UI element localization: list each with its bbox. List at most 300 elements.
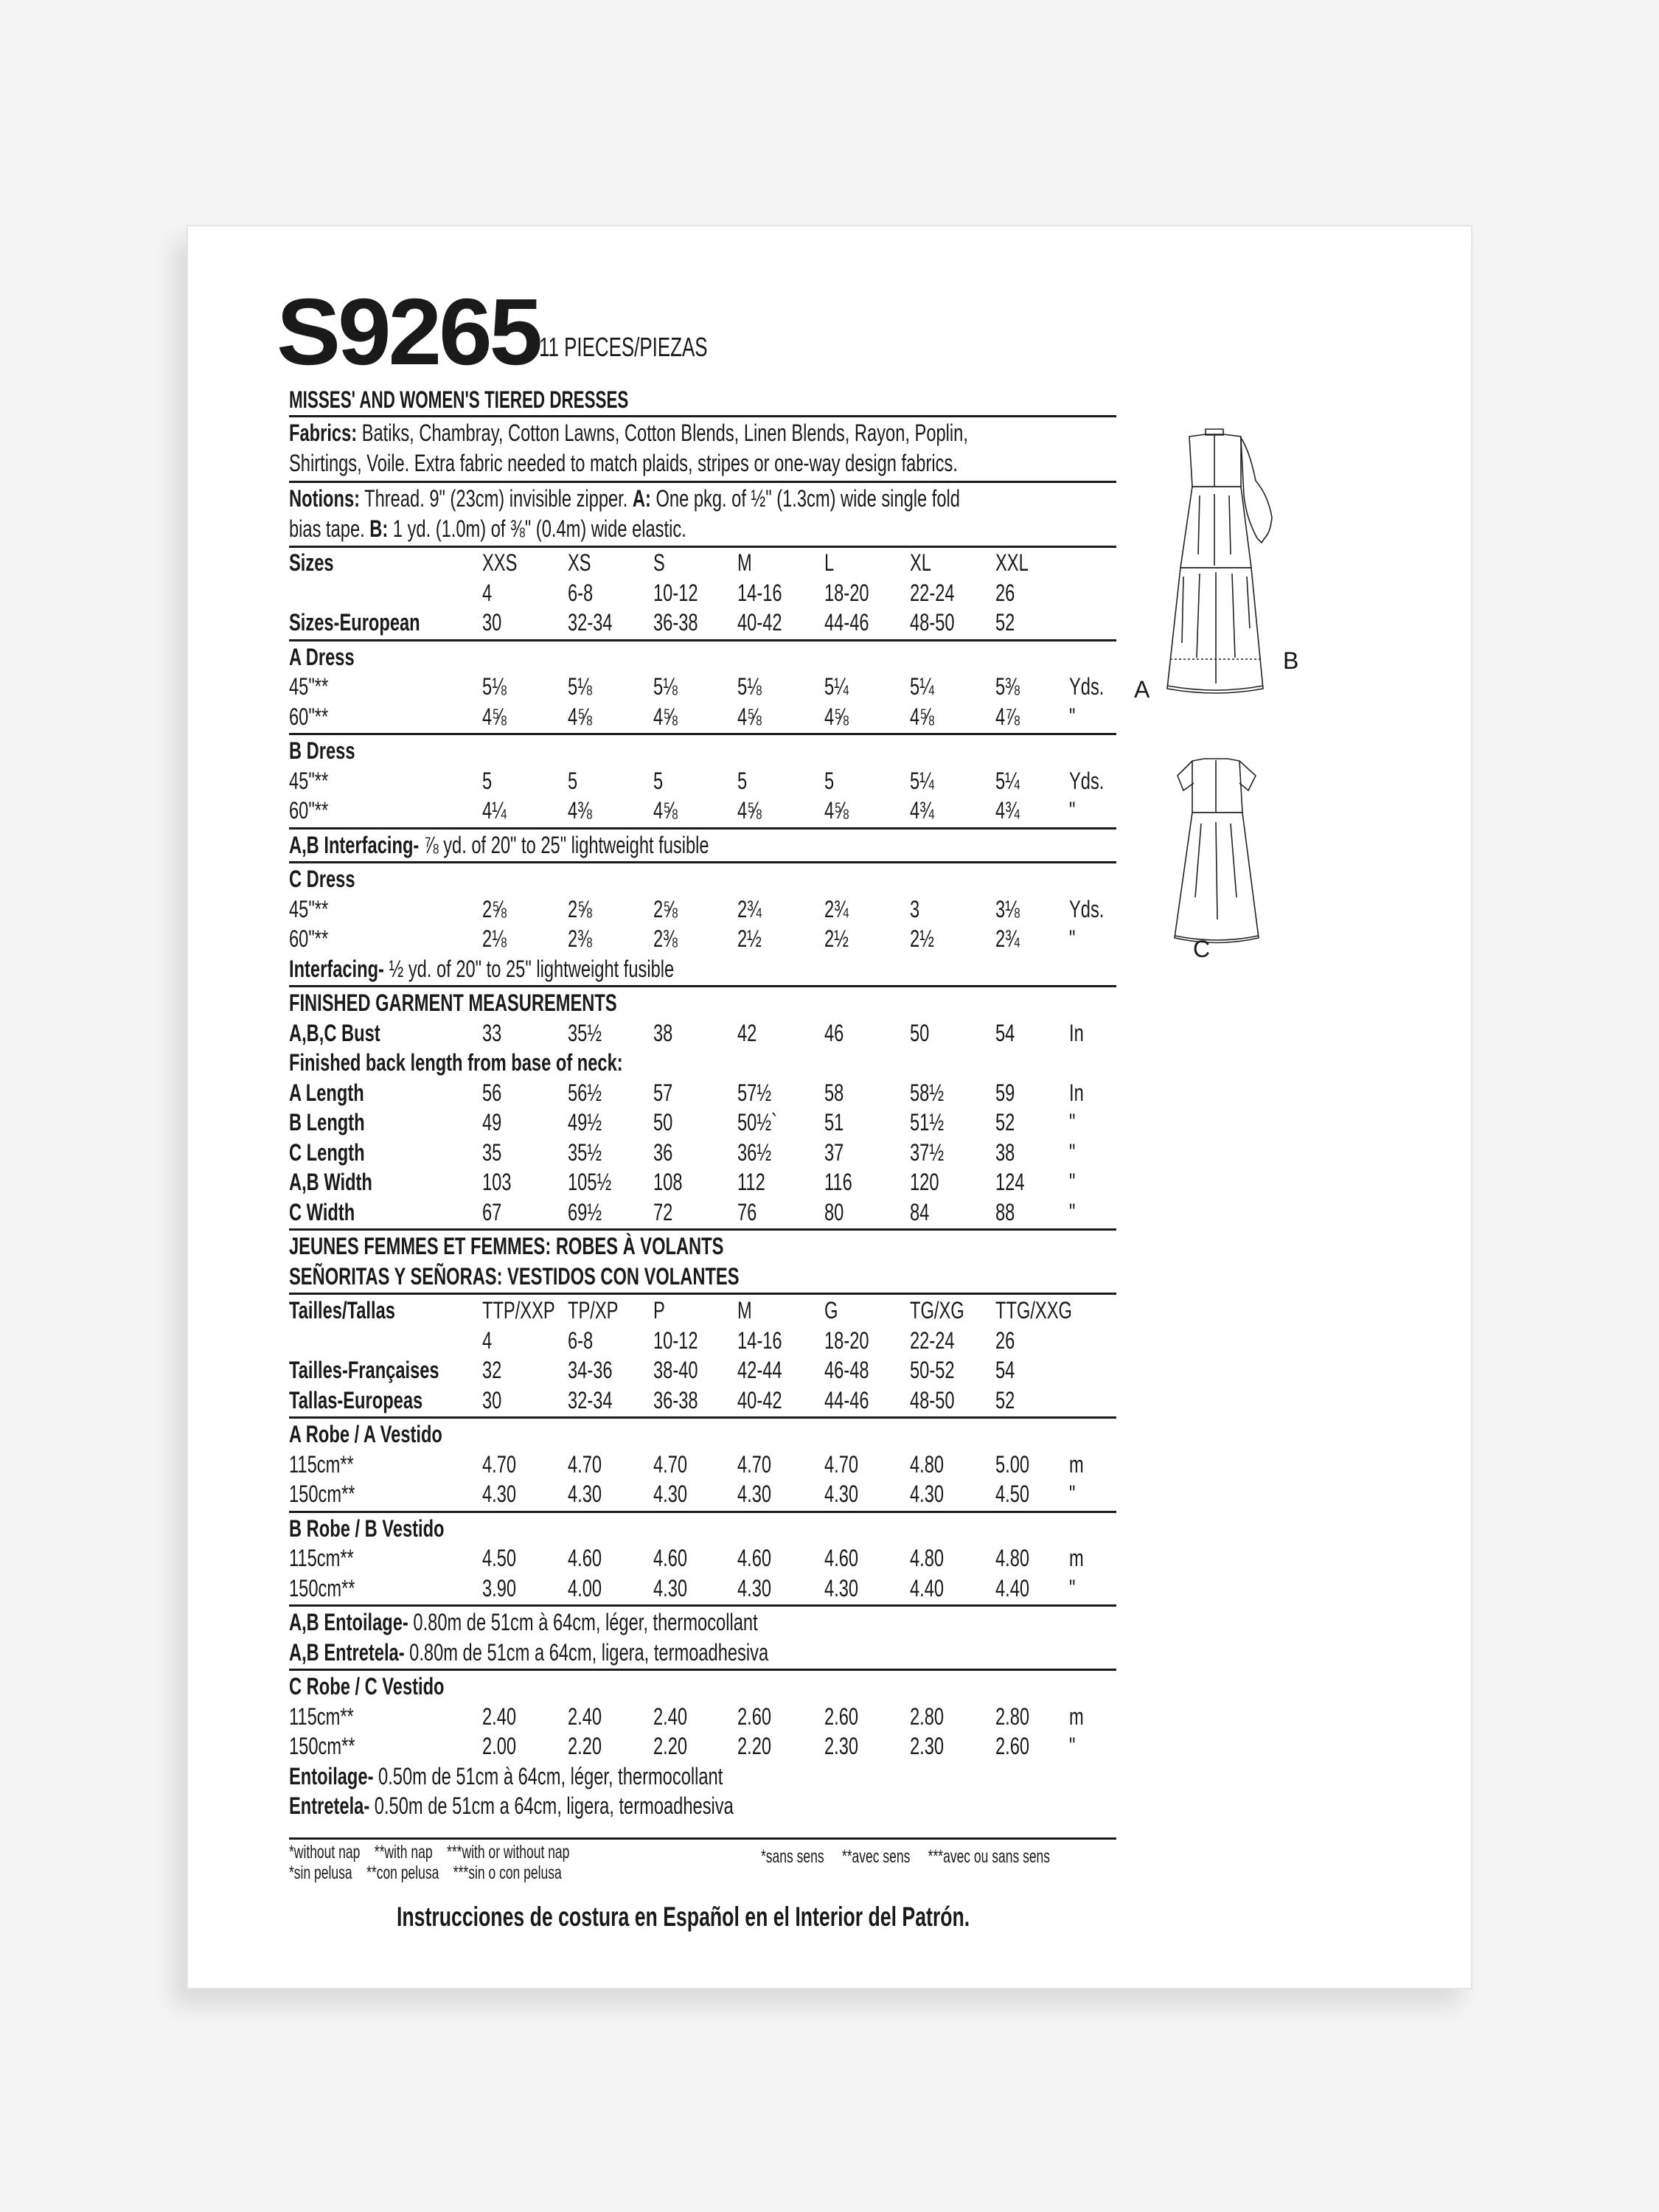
cell-value: 51½ xyxy=(910,1109,945,1135)
bodice xyxy=(1192,759,1242,813)
cell-value: 5⅛ xyxy=(482,673,507,700)
cell-value: 4.30 xyxy=(910,1481,945,1507)
cell-value: 57 xyxy=(653,1079,673,1106)
cell-value: 5 xyxy=(824,767,835,794)
footnote: **avec sens xyxy=(841,1846,911,1867)
cell-value: 56 xyxy=(482,1079,502,1106)
row-label: B Dress xyxy=(289,737,355,764)
cell-value: 52 xyxy=(995,609,1015,636)
cell-value: 34-36 xyxy=(568,1357,613,1383)
cell-value: 26 xyxy=(995,579,1015,606)
cell-value: 2¾ xyxy=(737,895,762,922)
cell-value: 4⅝ xyxy=(653,703,678,730)
row-label: C Width xyxy=(289,1198,355,1225)
cell-value: 32-34 xyxy=(568,1386,613,1413)
cell-value: 54 xyxy=(995,1019,1015,1046)
row-label: A,B Width xyxy=(289,1169,372,1195)
size-numbers-row xyxy=(289,1326,1116,1355)
unit-label: Yds. xyxy=(1069,767,1105,794)
interfacing-label: Entoilage- xyxy=(289,1762,374,1790)
table-row xyxy=(289,1543,1116,1573)
view-a-b-drawing xyxy=(1132,407,1316,717)
cell-value: 10-12 xyxy=(653,1326,698,1354)
cell-value: 116 xyxy=(824,1169,852,1195)
row-label: A Robe / A Vestido xyxy=(289,1421,442,1447)
footnotes-fr xyxy=(761,1846,1050,1868)
cell-value: 6-8 xyxy=(568,579,594,606)
cell-value: 2¾ xyxy=(995,925,1020,952)
cell-value: 2.80 xyxy=(995,1703,1030,1730)
left-sleeve xyxy=(1178,761,1194,790)
cell-value: 4⅝ xyxy=(568,703,592,730)
view-heading xyxy=(289,736,1116,765)
row-label: 115cm** xyxy=(289,1545,354,1571)
cell-value: 5 xyxy=(653,767,664,794)
cell-value: 46-48 xyxy=(824,1357,869,1383)
interfacing-row xyxy=(289,1638,1116,1667)
cell-value: 4.60 xyxy=(653,1545,688,1571)
cell-value: 4.60 xyxy=(824,1545,859,1571)
row-label: C Length xyxy=(289,1138,365,1166)
cell-value: 5.00 xyxy=(995,1450,1030,1478)
divider xyxy=(289,733,1116,735)
cell-value: 4.80 xyxy=(910,1545,945,1571)
row-label: B Length xyxy=(289,1109,365,1135)
cell-value: 4.40 xyxy=(910,1574,945,1601)
sizes-row xyxy=(289,548,1116,577)
cell-value: XXL xyxy=(995,549,1029,576)
cell-value: 42-44 xyxy=(737,1357,782,1383)
cell-value: 48-50 xyxy=(910,609,955,636)
cell-value: 58½ xyxy=(910,1079,945,1106)
cell-value: 112 xyxy=(737,1169,765,1195)
table-row xyxy=(289,894,1116,924)
interfacing-row xyxy=(289,830,1116,860)
cell-value: 44-46 xyxy=(824,609,869,636)
cell-value: 5 xyxy=(482,767,493,794)
divider xyxy=(289,985,1116,987)
cell-value: 4.50 xyxy=(482,1545,517,1571)
sizes-european-row xyxy=(289,608,1116,637)
divider xyxy=(289,1837,1116,1840)
row-label: SEÑORITAS Y SEÑORAS: VESTIDOS CON VOLANTES xyxy=(289,1262,740,1290)
divider xyxy=(289,861,1116,863)
cell-value: 18-20 xyxy=(824,579,869,606)
cell-value: 124 xyxy=(995,1169,1025,1195)
row-label: Sizes-European xyxy=(289,609,420,636)
cell-value: 30 xyxy=(482,609,502,636)
cell-value: 35 xyxy=(482,1138,502,1166)
cell-value: 49 xyxy=(482,1109,502,1135)
row-label: 115cm** xyxy=(289,1450,354,1478)
unit-label: " xyxy=(1069,925,1076,952)
cell-value: 6-8 xyxy=(568,1326,594,1354)
cell-value: 2⅝ xyxy=(653,895,678,922)
view-a-label: A xyxy=(1134,676,1150,703)
cell-value: 59 xyxy=(995,1079,1015,1106)
cell-value: 3.90 xyxy=(482,1574,517,1601)
cell-value: XS xyxy=(568,549,591,576)
cell-value: 4 xyxy=(482,1326,493,1354)
unit-label: " xyxy=(1069,1574,1076,1601)
table-row xyxy=(289,672,1116,701)
bodice xyxy=(1189,434,1241,487)
sizes-row xyxy=(289,1295,1116,1325)
cell-value: 49½ xyxy=(568,1109,602,1135)
cell-value: 4.30 xyxy=(737,1481,772,1507)
divider xyxy=(289,415,1116,417)
cell-value: 36 xyxy=(653,1138,673,1166)
cell-value: 80 xyxy=(824,1198,844,1225)
cell-value: 4⅝ xyxy=(824,703,849,730)
cell-value: 105½ xyxy=(568,1169,612,1195)
divider xyxy=(289,1669,1116,1671)
cell-value: 4.30 xyxy=(568,1481,602,1507)
cell-value: 4.30 xyxy=(824,1481,859,1507)
cell-value: TG/XG xyxy=(910,1297,964,1324)
footnote: ***sin o con pelusa xyxy=(453,1863,562,1883)
cell-value: 52 xyxy=(995,1386,1015,1413)
upper-tier xyxy=(1180,487,1251,568)
cell-value: 18-20 xyxy=(824,1326,869,1354)
footnote: *sans sens xyxy=(761,1846,824,1867)
cell-value: 58 xyxy=(824,1079,844,1106)
interfacing-label: A,B Interfacing- xyxy=(289,831,420,858)
cell-value: 2.20 xyxy=(568,1733,602,1759)
notions-label: Notions: xyxy=(289,485,361,512)
fabrics-section xyxy=(289,418,1116,479)
cell-value: 4.70 xyxy=(482,1450,517,1478)
divider xyxy=(289,1604,1116,1607)
cell-value: XXS xyxy=(482,549,518,576)
cell-value: 2⅛ xyxy=(482,925,507,952)
cell-value: 4.70 xyxy=(824,1450,859,1478)
cell-value: 50 xyxy=(910,1019,930,1046)
cell-value: L xyxy=(824,549,835,576)
right-sleeve xyxy=(1239,761,1256,790)
divider xyxy=(289,827,1116,830)
unit-label: In xyxy=(1069,1019,1084,1046)
cell-value: 42 xyxy=(737,1019,757,1046)
cell-value: 2.60 xyxy=(995,1733,1030,1759)
cell-value: 2⅜ xyxy=(568,925,592,952)
row-label: A Length xyxy=(289,1079,364,1106)
sizes-french-row xyxy=(289,1355,1116,1385)
cell-value: 4.50 xyxy=(995,1481,1030,1507)
cell-value: 36-38 xyxy=(653,609,698,636)
cell-value: 4.30 xyxy=(653,1574,688,1601)
cell-value: TTG/XXG xyxy=(995,1297,1072,1324)
cell-value: 30 xyxy=(482,1386,502,1413)
cell-value: 4⅜ xyxy=(568,797,592,824)
cell-value: 4.30 xyxy=(653,1481,688,1507)
cell-value: 37 xyxy=(824,1138,844,1166)
view-heading xyxy=(289,1419,1116,1449)
row-label: Tailles/Tallas xyxy=(289,1297,395,1324)
fabrics-line-2: Shirtings, Voile. Extra fabric needed to match plaids, stripes or one-way design fabrics. xyxy=(289,450,958,476)
notions-text: One pkg. of ½" (1.3cm) wide single fold xyxy=(655,485,960,512)
cell-value: 4.70 xyxy=(737,1450,772,1478)
unit-label: Yds. xyxy=(1069,895,1105,922)
piece-count: 11 PIECES/PIEZAS xyxy=(539,332,708,362)
divider xyxy=(289,639,1116,641)
cell-value: 5⅜ xyxy=(995,673,1020,700)
unit-label: " xyxy=(1069,1138,1076,1166)
cell-value: 2.30 xyxy=(824,1733,859,1759)
unit-label: " xyxy=(1069,1198,1076,1225)
cell-value: 2⅜ xyxy=(653,925,678,952)
cell-value: 48-50 xyxy=(910,1386,955,1413)
cell-value: 2.20 xyxy=(653,1733,688,1759)
interfacing-label: A,B Entretela- xyxy=(289,1638,405,1666)
cell-value: 108 xyxy=(653,1169,683,1195)
cell-value: 57½ xyxy=(737,1079,772,1106)
cell-value: 120 xyxy=(910,1169,939,1195)
view-heading xyxy=(289,1672,1116,1701)
cell-value: 51 xyxy=(824,1109,844,1135)
row-label: B Robe / B Vestido xyxy=(289,1514,445,1542)
interfacing-line xyxy=(289,830,709,860)
footnote: ***avec ou sans sens xyxy=(928,1846,1051,1867)
pattern-envelope-back xyxy=(187,225,1472,1989)
cell-value: 2½ xyxy=(910,925,934,952)
cell-value: 44-46 xyxy=(824,1386,869,1413)
unit-label: In xyxy=(1069,1079,1084,1106)
cell-value: 56½ xyxy=(568,1079,602,1106)
cell-value: 40-42 xyxy=(737,1386,782,1413)
cell-value: 84 xyxy=(910,1198,930,1225)
cell-value: P xyxy=(653,1297,665,1324)
cell-value: 2½ xyxy=(824,925,849,952)
cell-value: 38 xyxy=(653,1019,673,1046)
cell-value: 4.30 xyxy=(482,1481,517,1507)
row-label: Tailles-Françaises xyxy=(289,1357,439,1383)
row-label: 45"** xyxy=(289,673,329,700)
fabrics-label: Fabrics: xyxy=(289,420,358,446)
unit-label: m xyxy=(1069,1703,1084,1730)
table-row xyxy=(289,766,1116,796)
cell-value: 2.80 xyxy=(910,1703,945,1730)
row-label: Tallas-Europeas xyxy=(289,1386,423,1413)
cell-value: 5¼ xyxy=(910,767,934,794)
cell-value: 2.40 xyxy=(568,1703,602,1730)
table-row xyxy=(289,796,1116,825)
interfacing-line xyxy=(289,1638,768,1667)
cell-value: 4⅝ xyxy=(910,703,934,730)
interfacing-line xyxy=(289,1607,758,1637)
unit-label: " xyxy=(1069,797,1076,824)
divider xyxy=(289,1416,1116,1419)
row-label: A,B,C Bust xyxy=(289,1019,380,1046)
notions-section xyxy=(289,484,1116,544)
divider xyxy=(289,1228,1116,1231)
cell-value: 2⅝ xyxy=(568,895,592,922)
unit-label: m xyxy=(1069,1450,1084,1478)
cell-value: 88 xyxy=(995,1198,1015,1225)
cell-value: 32 xyxy=(482,1357,502,1383)
divider xyxy=(289,1293,1116,1295)
cell-value: XL xyxy=(910,549,931,576)
cell-value: 50½` xyxy=(737,1109,777,1135)
cell-value: 3 xyxy=(910,895,920,922)
cell-value: 4.30 xyxy=(737,1574,772,1601)
cell-value: 103 xyxy=(482,1169,512,1195)
cell-value: 4⅞ xyxy=(995,703,1020,730)
view-a-label: A: xyxy=(632,485,651,512)
cell-value: 4.40 xyxy=(995,1574,1030,1601)
interfacing-line xyxy=(289,1791,734,1820)
cell-value: M xyxy=(737,549,752,576)
table-row xyxy=(289,1018,1116,1048)
row-label: 115cm** xyxy=(289,1703,354,1730)
cell-value: 4.80 xyxy=(995,1545,1030,1571)
cell-value: 40-42 xyxy=(737,609,782,636)
interfacing-text: ½ yd. of 20" to 25" lightweight fusible xyxy=(389,955,675,982)
cell-value: 37½ xyxy=(910,1138,945,1166)
cell-value: 4.30 xyxy=(824,1574,859,1601)
cell-value: 46 xyxy=(824,1019,844,1046)
table-row xyxy=(289,1167,1116,1197)
footnote: *without nap xyxy=(289,1842,361,1863)
row-label: C Robe / C Vestido xyxy=(289,1673,445,1700)
unit-label: " xyxy=(1069,1169,1076,1195)
cell-value: 50 xyxy=(653,1109,673,1135)
cell-value: 69½ xyxy=(568,1198,602,1225)
row-label: 60"** xyxy=(289,925,329,952)
cell-value: 4¼ xyxy=(482,797,507,824)
cell-value: 14-16 xyxy=(737,1326,782,1354)
cell-value: 4.00 xyxy=(568,1574,602,1601)
footnote: **with nap xyxy=(374,1842,433,1863)
view-b-label: B xyxy=(1283,647,1299,674)
cell-value: 36½ xyxy=(737,1138,772,1166)
unit-label: " xyxy=(1069,703,1076,730)
cell-value: 2.20 xyxy=(737,1733,772,1759)
table-row xyxy=(289,924,1116,953)
cell-value: 35½ xyxy=(568,1019,602,1046)
cell-value: 22-24 xyxy=(910,1326,955,1354)
cell-value: 5⅛ xyxy=(568,673,592,700)
interfacing-line xyxy=(289,1761,723,1791)
cell-value: 2.00 xyxy=(482,1733,517,1759)
footnotes-en xyxy=(289,1841,569,1863)
cell-value: 32-34 xyxy=(568,609,613,636)
row-label: Finished back length from base of neck: xyxy=(289,1049,623,1076)
cell-value: M xyxy=(737,1297,752,1324)
lower-tier xyxy=(1167,568,1263,693)
cell-value: 2½ xyxy=(737,925,762,952)
cell-value: 26 xyxy=(995,1326,1015,1354)
table-row xyxy=(289,1479,1116,1509)
back-length-note xyxy=(289,1048,1116,1077)
cell-value: 4¾ xyxy=(910,797,934,824)
cell-value: 33 xyxy=(482,1019,502,1046)
row-label: 45"** xyxy=(289,895,329,922)
interfacing-row xyxy=(289,954,1116,984)
sizes-european-row xyxy=(289,1385,1116,1415)
cell-value: 4.60 xyxy=(568,1545,602,1571)
cell-value: 4¾ xyxy=(995,797,1020,824)
row-label: 60"** xyxy=(289,797,329,824)
cell-value: 5¼ xyxy=(995,767,1020,794)
cell-value: 2.40 xyxy=(653,1703,688,1730)
cell-value: 5⅛ xyxy=(737,673,762,700)
table-row xyxy=(289,1197,1116,1227)
row-label: Sizes xyxy=(289,549,334,576)
cell-value: 22-24 xyxy=(910,579,955,606)
cell-value: 5 xyxy=(737,767,748,794)
pattern-number: S9265 xyxy=(276,279,540,385)
cell-value: 4⅝ xyxy=(653,797,678,824)
view-heading xyxy=(289,642,1116,672)
unit-label: m xyxy=(1069,1545,1084,1571)
divider xyxy=(289,1511,1116,1513)
cell-value: 67 xyxy=(482,1198,502,1225)
cell-value: 52 xyxy=(995,1109,1015,1135)
pattern-title: MISSES' AND WOMEN'S TIERED DRESSES xyxy=(289,386,629,413)
interfacing-text: ⅞ yd. of 20" to 25" lightweight fusible xyxy=(423,831,709,858)
interfacing-text: 0.80m de 51cm a 64cm, ligera, termoadhesiva xyxy=(409,1638,769,1666)
fabrics-line-1: Batiks, Chambray, Cotton Lawns, Cotton Blends, Linen Blends, Rayon, Poplin, xyxy=(361,420,968,446)
cell-value: 4⅝ xyxy=(482,703,507,730)
cell-value: 38-40 xyxy=(653,1357,698,1383)
row-label: 150cm** xyxy=(289,1733,355,1759)
cell-value: 4 xyxy=(482,579,493,606)
footnote: ***with or without nap xyxy=(447,1842,570,1863)
cell-value: 50-52 xyxy=(910,1357,955,1383)
cell-value: 36-38 xyxy=(653,1386,698,1413)
table-row xyxy=(289,1573,1116,1603)
interfacing-text: 0.50m de 51cm a 64cm, ligera, termoadhesiva xyxy=(374,1792,734,1819)
title-fr xyxy=(289,1231,1116,1261)
table-row xyxy=(289,1138,1116,1167)
row-label: A Dress xyxy=(289,643,355,670)
cell-value: 2.60 xyxy=(737,1703,772,1730)
cell-value: 2.60 xyxy=(824,1703,859,1730)
row-label: 150cm** xyxy=(289,1574,355,1601)
row-label: 150cm** xyxy=(289,1481,355,1507)
cell-value: 76 xyxy=(737,1198,757,1225)
cell-value: 2.30 xyxy=(910,1733,945,1759)
cell-value: 5¼ xyxy=(910,673,934,700)
cell-value: 5 xyxy=(568,767,578,794)
cell-value: G xyxy=(824,1297,838,1324)
table-row xyxy=(289,1078,1116,1107)
notions-text: Thread. 9" (23cm) invisible zipper. xyxy=(364,485,628,512)
unit-label: " xyxy=(1069,1481,1076,1507)
interfacing-line xyxy=(289,954,674,984)
cell-value: 4.60 xyxy=(737,1545,772,1571)
unit-label: " xyxy=(1069,1733,1076,1759)
cell-value: TP/XP xyxy=(568,1297,619,1324)
cell-value: 3⅛ xyxy=(995,895,1020,922)
cell-value: S xyxy=(653,549,665,576)
interfacing-row xyxy=(289,1791,1116,1820)
cell-value: TTP/XXP xyxy=(482,1297,555,1324)
row-label: 45"** xyxy=(289,767,329,794)
cell-value: 2.40 xyxy=(482,1703,517,1730)
table-row xyxy=(289,1107,1116,1137)
table-row xyxy=(289,1731,1116,1761)
unit-label: " xyxy=(1069,1109,1076,1135)
cell-value: 54 xyxy=(995,1357,1015,1383)
interfacing-label: Entretela- xyxy=(289,1792,370,1819)
view-heading xyxy=(289,1514,1116,1543)
interfacing-label: Interfacing- xyxy=(289,955,384,982)
table-row xyxy=(289,1702,1116,1731)
row-label: JEUNES FEMMES ET FEMMES: ROBES À VOLANTS xyxy=(289,1233,724,1259)
row-label: C Dress xyxy=(289,866,355,892)
